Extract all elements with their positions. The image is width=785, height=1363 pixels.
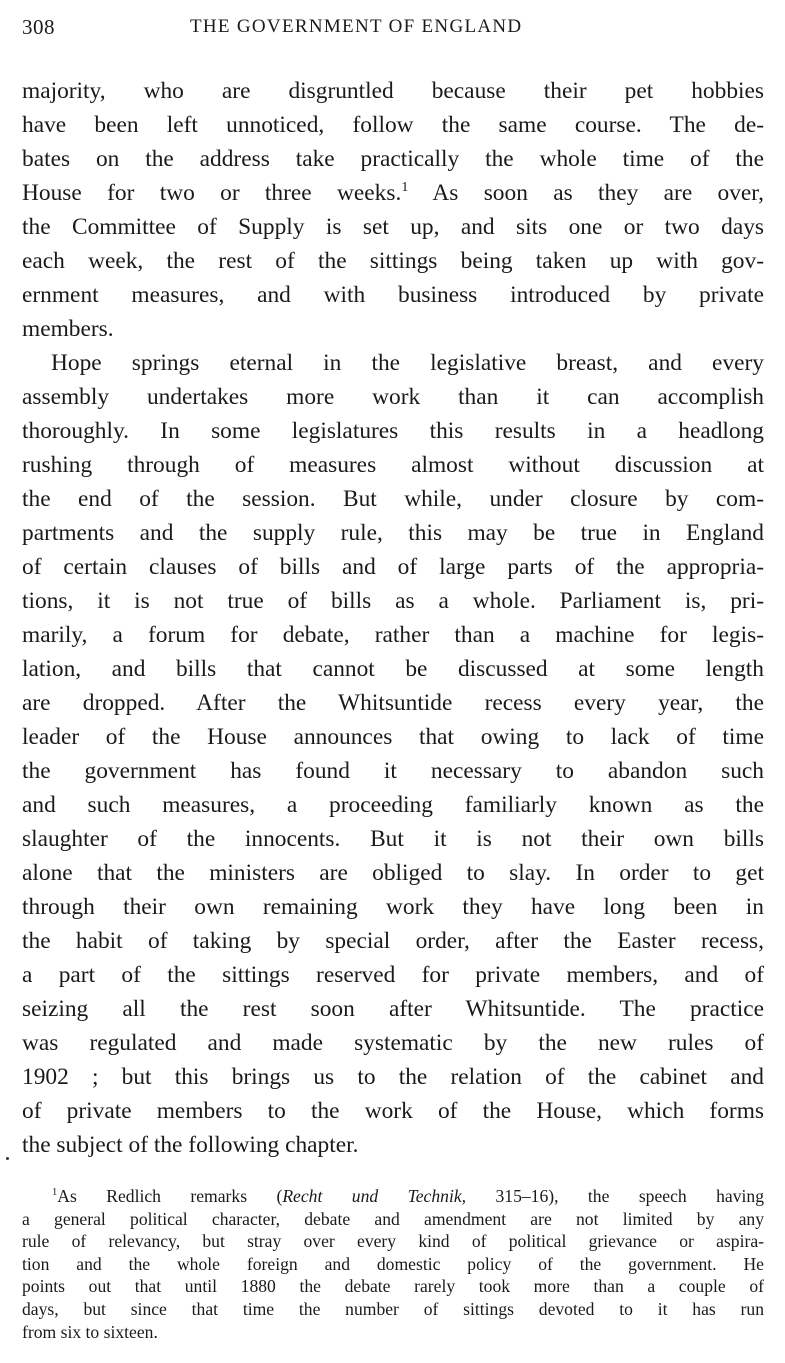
- running-title: THE GOVERNMENT OF ENGLAND: [190, 16, 523, 37]
- text-line: rushing through of measures almost without discussion at: [22, 452, 764, 478]
- book-page: [22, 0, 764, 1363]
- text-line: leader of the House announces that owing to lack of time: [22, 724, 764, 750]
- text-line: partments and the supply rule, this may be true in England: [22, 520, 764, 546]
- text-line: slaughter of the innocents. But it is not their own bills: [22, 826, 764, 852]
- text-line: marily, a forum for debate, rather than a machine for legis-: [22, 622, 764, 648]
- footnote-ref: 1: [401, 179, 409, 196]
- text-line: thoroughly. In some legislatures this results in a headlong: [22, 418, 764, 444]
- text-line: ernment measures, and with business introduced by private: [22, 282, 764, 308]
- text-line: through their own remaining work they have long been in: [22, 894, 764, 920]
- text-line: alone that the ministers are obliged to slay. In order to get: [22, 860, 764, 886]
- text-line: majority, who are disgruntled because their pet hobbies: [22, 78, 764, 104]
- text-line: a part of the sittings reserved for private members, and of: [22, 962, 764, 988]
- text-line: seizing all the rest soon after Whitsuntide. The practice: [22, 996, 764, 1022]
- footnote-line: points out that until 1880 the debate rarely took more than a couple of: [22, 1276, 764, 1297]
- text-line-with-footnote-ref: [22, 176, 764, 210]
- running-head: [22, 12, 764, 42]
- text-fragment: 315–16), the speech having: [466, 1186, 764, 1206]
- text-line: have been left unnoticed, follow the same course. The de-: [22, 112, 764, 138]
- text-line: the Committee of Supply is set up, and sits one or two days: [22, 214, 764, 240]
- text-line: are dropped. After the Whitsuntide recess every year, the: [22, 690, 764, 716]
- footnote-line: [22, 1185, 764, 1208]
- footnote-line: rule of relevancy, but stray over every kind of political grievance or aspira-: [22, 1231, 764, 1252]
- text-line: lation, and bills that cannot be discussed at some length: [22, 656, 764, 682]
- footnote-line: days, but since that time the number of sittings devoted to it has run: [22, 1298, 764, 1319]
- footnote: [22, 1185, 764, 1343]
- text-fragment: House for two or three weeks.: [22, 180, 402, 206]
- text-line: members.: [22, 316, 114, 342]
- body-text: [22, 74, 764, 1162]
- text-line: bates on the address take practically the whole time of the: [22, 146, 764, 172]
- text-line: Hope springs eternal in the legislative breast, and every: [51, 350, 764, 376]
- text-line: the government has found it necessary to abandon such: [22, 758, 764, 784]
- text-line: the habit of taking by special order, after the Easter recess,: [22, 928, 764, 954]
- cited-work-title: Recht und Technik,: [282, 1186, 467, 1206]
- footnote-line: a general political character, debate and amendment are not limited by any: [22, 1208, 764, 1229]
- text-fragment: As soon as they are over,: [408, 180, 765, 206]
- footnote-line: tion and the whole foreign and domestic policy of the government. He: [22, 1253, 764, 1274]
- text-line: the subject of the following chapter.: [22, 1132, 359, 1158]
- text-line: and such measures, a proceeding familiarly known as the: [22, 792, 764, 818]
- text-line: was regulated and made systematic by the new rules of: [22, 1030, 764, 1056]
- stray-dot: [6, 1157, 9, 1160]
- text-line: of private members to the work of the House, which forms: [22, 1098, 764, 1124]
- text-line: tions, it is not true of bills as a whole. Parliament is, pri-: [22, 588, 764, 614]
- text-line: of certain clauses of bills and of large parts of the appropria-: [22, 554, 764, 580]
- text-line: assembly undertakes more work than it can accomplish: [22, 384, 764, 410]
- text-fragment: As Redlich remarks (: [57, 1186, 283, 1206]
- footnote-line: from six to sixteen.: [22, 1321, 158, 1342]
- text-line: 1902 ; but this brings us to the relation of the cabinet and: [22, 1064, 764, 1090]
- page-number: 308: [22, 15, 55, 39]
- footnote-marker: 1: [52, 1187, 58, 1199]
- text-line: the end of the session. But while, under closure by com-: [22, 486, 764, 512]
- text-line: each week, the rest of the sittings being taken up with gov-: [22, 248, 764, 274]
